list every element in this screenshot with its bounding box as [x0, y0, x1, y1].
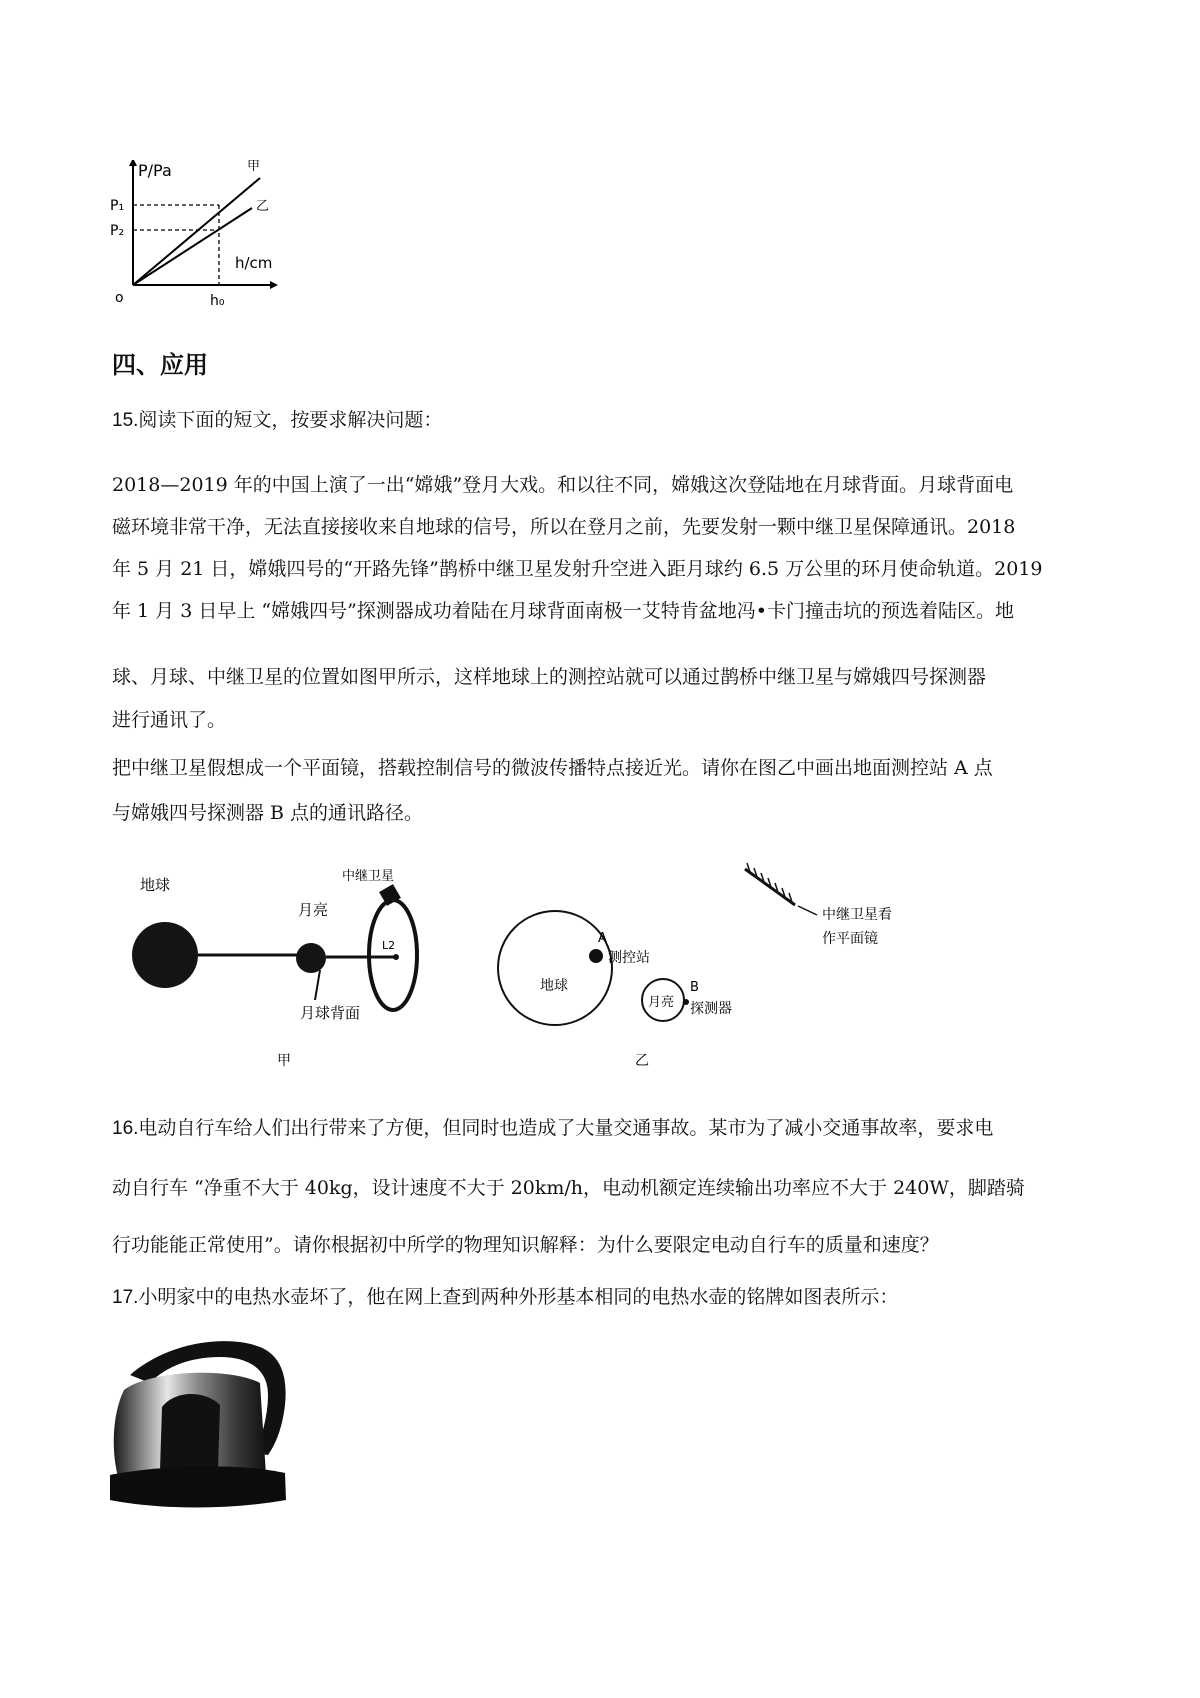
x-axis-arrow-icon: [270, 281, 278, 289]
mirror-pointer: [798, 906, 817, 915]
far-side-pointer: [315, 970, 320, 1000]
y-axis-label: P/Pa: [138, 161, 172, 180]
line-yi-label: 乙: [256, 199, 270, 214]
probe-label: 探测器: [690, 1001, 732, 1017]
q15-paragraph-line: 年 1 月 3 日早上 “嫦娥四号”探测器成功着陆在月球背面南极一艾特肯盆地冯•卡门撞击坑的预选着陆区。地: [112, 600, 1015, 622]
earth-label: 地球: [140, 876, 171, 894]
x-axis-label: h/cm: [235, 254, 273, 272]
moon-disc: [296, 943, 326, 973]
pressure-depth-graph: [110, 160, 310, 335]
l2-point: [393, 954, 399, 960]
earth-disc: [132, 922, 198, 988]
point-a-label: A: [598, 931, 607, 946]
earth-circle: [498, 911, 612, 1025]
q17-prompt: 17.小明家中的电热水壶坏了，他在网上查到两种外形基本相同的电热水壶的铭牌如图表所示：: [112, 1287, 899, 1308]
q15-paragraph-line: 进行通讯了。: [112, 709, 227, 731]
relay-label: 中继卫星: [342, 869, 395, 884]
q16-line: 16.电动自行车给人们出行带来了方便，但同时也造成了大量交通事故。某市为了减小交通事故率，要求电: [112, 1118, 994, 1139]
figure-yi: [495, 860, 915, 1075]
point-b-label: B: [690, 980, 699, 995]
probe-point: [683, 999, 689, 1005]
plane-mirror: [745, 863, 795, 905]
caption-yi: 乙: [635, 1053, 649, 1069]
section-title: 四、应用: [112, 351, 208, 379]
line-yi: [133, 208, 252, 285]
moon-label: 月亮: [648, 995, 675, 1010]
caption-jia: 甲: [277, 1053, 291, 1069]
mirror-label-line1: 中继卫星看: [822, 907, 892, 923]
q15-prompt: 15.阅读下面的短文，按要求解决问题：: [112, 410, 443, 431]
halo-orbit: [369, 900, 417, 1010]
h0-label: h₀: [210, 293, 225, 309]
q15-paragraph-line: 2018—2019 年的中国上演了一出“嫦娥”登月大戏。和以往不同，嫦娥这次登陆地在月球背面。月球背面电: [112, 474, 1014, 496]
y-axis-arrow-icon: [129, 160, 137, 166]
q15-task-line: 与嫦娥四号探测器 B 点的通讯路径。: [112, 802, 424, 824]
q15-paragraph-line: 球、月球、中继卫星的位置如图甲所示，这样地球上的测控站就可以通过鹊桥中继卫星与嫦娥四号探测器: [112, 666, 987, 688]
q15-task-line: 把中继卫星假想成一个平面镜，搭载控制信号的微波传播特点接近光。请你在图乙中画出地面测控站 A 点: [112, 757, 993, 779]
l2-label: L2: [382, 939, 396, 952]
earth-label: 地球: [540, 978, 568, 994]
figure-jia: [120, 860, 450, 1075]
station-icon: [589, 949, 603, 963]
q15-paragraph-line: 磁环境非常干净，无法直接接收来自地球的信号，所以在登月之前，先要发射一颗中继卫星保障通讯。2018: [112, 516, 1016, 538]
origin-label: o: [115, 290, 124, 306]
p2-label: P₂: [110, 223, 125, 239]
electric-kettle-image: [110, 1335, 295, 1510]
mirror-label-line2: 作平面镜: [822, 931, 878, 947]
station-label: 测控站: [608, 950, 650, 966]
far-side-label: 月球背面: [300, 1004, 361, 1022]
q16-line: 动自行车 “净重不大于 40kg，设计速度不大于 20km/h，电动机额定连续输出功率应不大于 240W，脚踏骑: [112, 1177, 1025, 1199]
q16-line: 行功能能正常使用”。请你根据初中所学的物理知识解释：为什么要限定电动自行车的质量和速度？: [112, 1234, 939, 1256]
line-jia-label: 甲: [247, 160, 261, 174]
q15-paragraph-line: 年 5 月 21 日，嫦娥四号的“开路先锋”鹊桥中继卫星发射升空进入距月球约 6.5 万公里的环月使命轨道。2019: [112, 558, 1043, 580]
moon-label: 月亮: [298, 901, 329, 919]
p1-label: P₁: [110, 198, 125, 214]
